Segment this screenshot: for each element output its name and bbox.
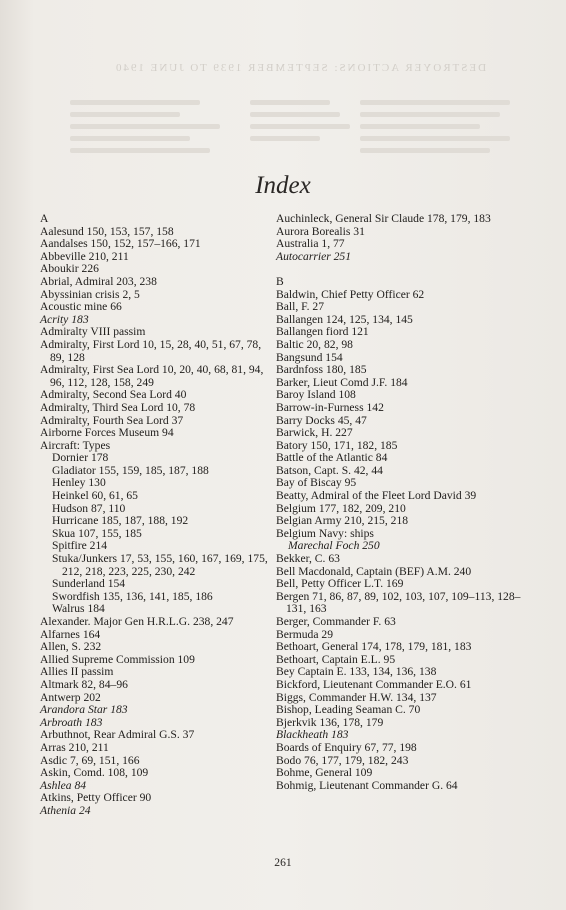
index-entry: Bishop, Leading Seaman C. 70: [276, 703, 421, 717]
index-entry: Blackheath 183: [276, 728, 349, 742]
index-entry: Baroy Island 108: [276, 388, 356, 402]
index-entry: Admiralty, Third Sea Lord 10, 78: [40, 400, 196, 414]
bleed-through-header: DESTROYER ACTIONS: SEPTEMBER 1939 TO JUNE 1940: [113, 62, 487, 74]
index-subentry: Hudson 87, 110: [52, 501, 126, 515]
index-subentry: Swordfish 135, 136, 141, 185, 186: [52, 589, 213, 603]
index-subentry: Skua 107, 155, 185: [52, 526, 142, 540]
index-entry: Altmark 82, 84–96: [40, 677, 128, 691]
index-entry: Bohmig, Lieutenant Commander G. 64: [276, 778, 458, 792]
index-entry: Boards of Enquiry 67, 77, 198: [276, 740, 417, 754]
index-subentry: Stuka/Junkers 17, 53, 155, 160, 167, 169, 175, 212, 218, 223, 225, 230, 242: [52, 552, 268, 578]
index-entry: Arandora Star 183: [40, 703, 128, 717]
index-entry: Bermuda 29: [276, 627, 333, 641]
index-entry: Admiralty, Second Sea Lord 40: [40, 388, 187, 402]
index-entry: Alfarnes 164: [40, 627, 101, 641]
index-entry: Airborne Forces Museum 94: [40, 426, 174, 440]
index-entry: Athenia 24: [40, 803, 91, 817]
index-subentry: Sunderland 154: [52, 577, 126, 591]
index-entry: Bethoart, General 174, 178, 179, 181, 183: [276, 640, 472, 654]
page-title: Index: [255, 172, 311, 199]
index-entry: Admiralty, First Lord 10, 15, 28, 40, 51, 67, 78, 89, 128: [40, 337, 262, 364]
index-entry: Askin, Comd. 108, 109: [40, 766, 149, 780]
index-entry: Autocarrier 251: [276, 249, 352, 263]
index-entry: Batson, Capt. S. 42, 44: [276, 463, 383, 477]
index-entry: Aandalses 150, 152, 157–166, 171: [40, 237, 201, 251]
index-entry: Abrial, Admiral 203, 238: [40, 274, 157, 288]
index-section-letter: B: [276, 274, 284, 288]
bleed-through-text: [0, 0, 566, 175]
index-entry: Arbuthnot, Rear Admiral G.S. 37: [40, 728, 195, 742]
index-subentry: Spitfire 214: [52, 539, 108, 553]
index-spacer: [276, 263, 528, 276]
index-entry: Beatty, Admiral of the Fleet Lord David 39: [276, 489, 477, 503]
index-entry: Baltic 20, 82, 98: [276, 337, 353, 351]
index-entry: Auchinleck, General Sir Claude 178, 179, 183: [276, 212, 491, 225]
index-entry: Atkins, Petty Officer 90: [40, 791, 152, 805]
index-entry: Antwerp 202: [40, 690, 101, 704]
index-entry: Bay of Biscay 95: [276, 476, 357, 490]
index-entry: Aircraft: Types: [40, 438, 111, 452]
index-entry: Allies II passim: [40, 665, 114, 679]
index-entry: Berger, Commander F. 63: [276, 615, 396, 628]
index-entry: Alexander. Major Gen H.R.L.G. 238, 247: [40, 615, 234, 628]
index-entry: Belgium Navy: ships: [276, 526, 374, 540]
index-entry: Bell Macdonald, Captain (BEF) A.M. 240: [276, 564, 472, 578]
index-entry: Ballangen 124, 125, 134, 145: [276, 312, 413, 326]
index-entry: Ballangen fiord 121: [276, 325, 369, 339]
index-column-left: [40, 213, 278, 818]
index-entry: Barwick, H. 227: [276, 426, 353, 440]
index-subentry: Dornier 178: [52, 451, 109, 465]
index-entry: Abyssinian crisis 2, 5: [40, 287, 140, 301]
index-entry: Belgian Army 210, 215, 218: [276, 514, 409, 528]
index-entry: Bekker, C. 63: [276, 552, 340, 566]
index-entry: Batory 150, 171, 182, 185: [276, 438, 398, 452]
index-entry: Bardnfoss 180, 185: [276, 363, 367, 377]
index-entry: Bjerkvik 136, 178, 179: [276, 715, 384, 729]
index-entry: Bangsund 154: [276, 350, 343, 364]
index-subentry: Henley 130: [52, 476, 106, 490]
index-entry: Admiralty, First Sea Lord 10, 20, 40, 68, 81, 94, 96, 112, 128, 158, 249: [40, 363, 264, 389]
page-number: 261: [274, 856, 292, 869]
index-subentry: Hurricane 185, 187, 188, 192: [52, 514, 189, 528]
index-entry: Aurora Borealis 31: [276, 224, 365, 238]
index-entry: Bergen 71, 86, 87, 89, 102, 103, 107, 109–113, 128–131, 163: [276, 589, 521, 616]
index-entry: Abbeville 210, 211: [40, 249, 129, 263]
index-entry: Biggs, Commander H.W. 134, 137: [276, 690, 437, 704]
index-entry: Ball, F. 27: [276, 300, 325, 314]
index-entry: Admiralty, Fourth Sea Lord 37: [40, 413, 184, 427]
index-entry: Aboukir 226: [40, 262, 99, 276]
index-entry: Bodo 76, 177, 179, 182, 243: [276, 753, 409, 767]
index-entry: Bell, Petty Officer L.T. 169: [276, 577, 404, 591]
index-entry: Barry Docks 45, 47: [276, 413, 367, 427]
index-entry: Bey Captain E. 133, 134, 136, 138: [276, 665, 437, 679]
index-entry: Admiralty VIII passim: [40, 325, 146, 339]
index-entry: Belgium 177, 182, 209, 210: [276, 501, 406, 515]
index-subentry: Gladiator 155, 159, 185, 187, 188: [52, 463, 209, 477]
index-entry: Aalesund 150, 153, 157, 158: [40, 224, 174, 238]
index-subentry: Marechal Foch 250: [288, 539, 380, 553]
index-entry: Ashlea 84: [40, 778, 87, 792]
index-entry: Allied Supreme Commission 109: [40, 652, 195, 666]
index-entry: Bethoart, Captain E.L. 95: [276, 652, 396, 666]
index-entry: Barker, Lieut Comd J.F. 184: [276, 375, 408, 389]
index-entry: Australia 1, 77: [276, 237, 345, 251]
index-subentry: Heinkel 60, 61, 65: [52, 489, 138, 503]
index-section-letter: A: [40, 212, 49, 225]
index-column-right: [276, 213, 528, 792]
index-entry: Arbroath 183: [40, 715, 103, 729]
index-entry: Barrow-in-Furness 142: [276, 400, 384, 414]
index-entry: Battle of the Atlantic 84: [276, 451, 388, 465]
index-entry: Acrity 183: [40, 312, 89, 326]
index-entry: Allen, S. 232: [40, 640, 102, 654]
index-entry: Asdic 7, 69, 151, 166: [40, 753, 140, 767]
index-entry: Bohme, General 109: [276, 766, 373, 780]
index-entry: Acoustic mine 66: [40, 300, 122, 314]
index-entry: Arras 210, 211: [40, 740, 109, 754]
index-subentry: Walrus 184: [52, 602, 105, 616]
index-entry: Bickford, Lieutenant Commander E.O. 61: [276, 677, 472, 691]
index-entry: Baldwin, Chief Petty Officer 62: [276, 287, 425, 301]
